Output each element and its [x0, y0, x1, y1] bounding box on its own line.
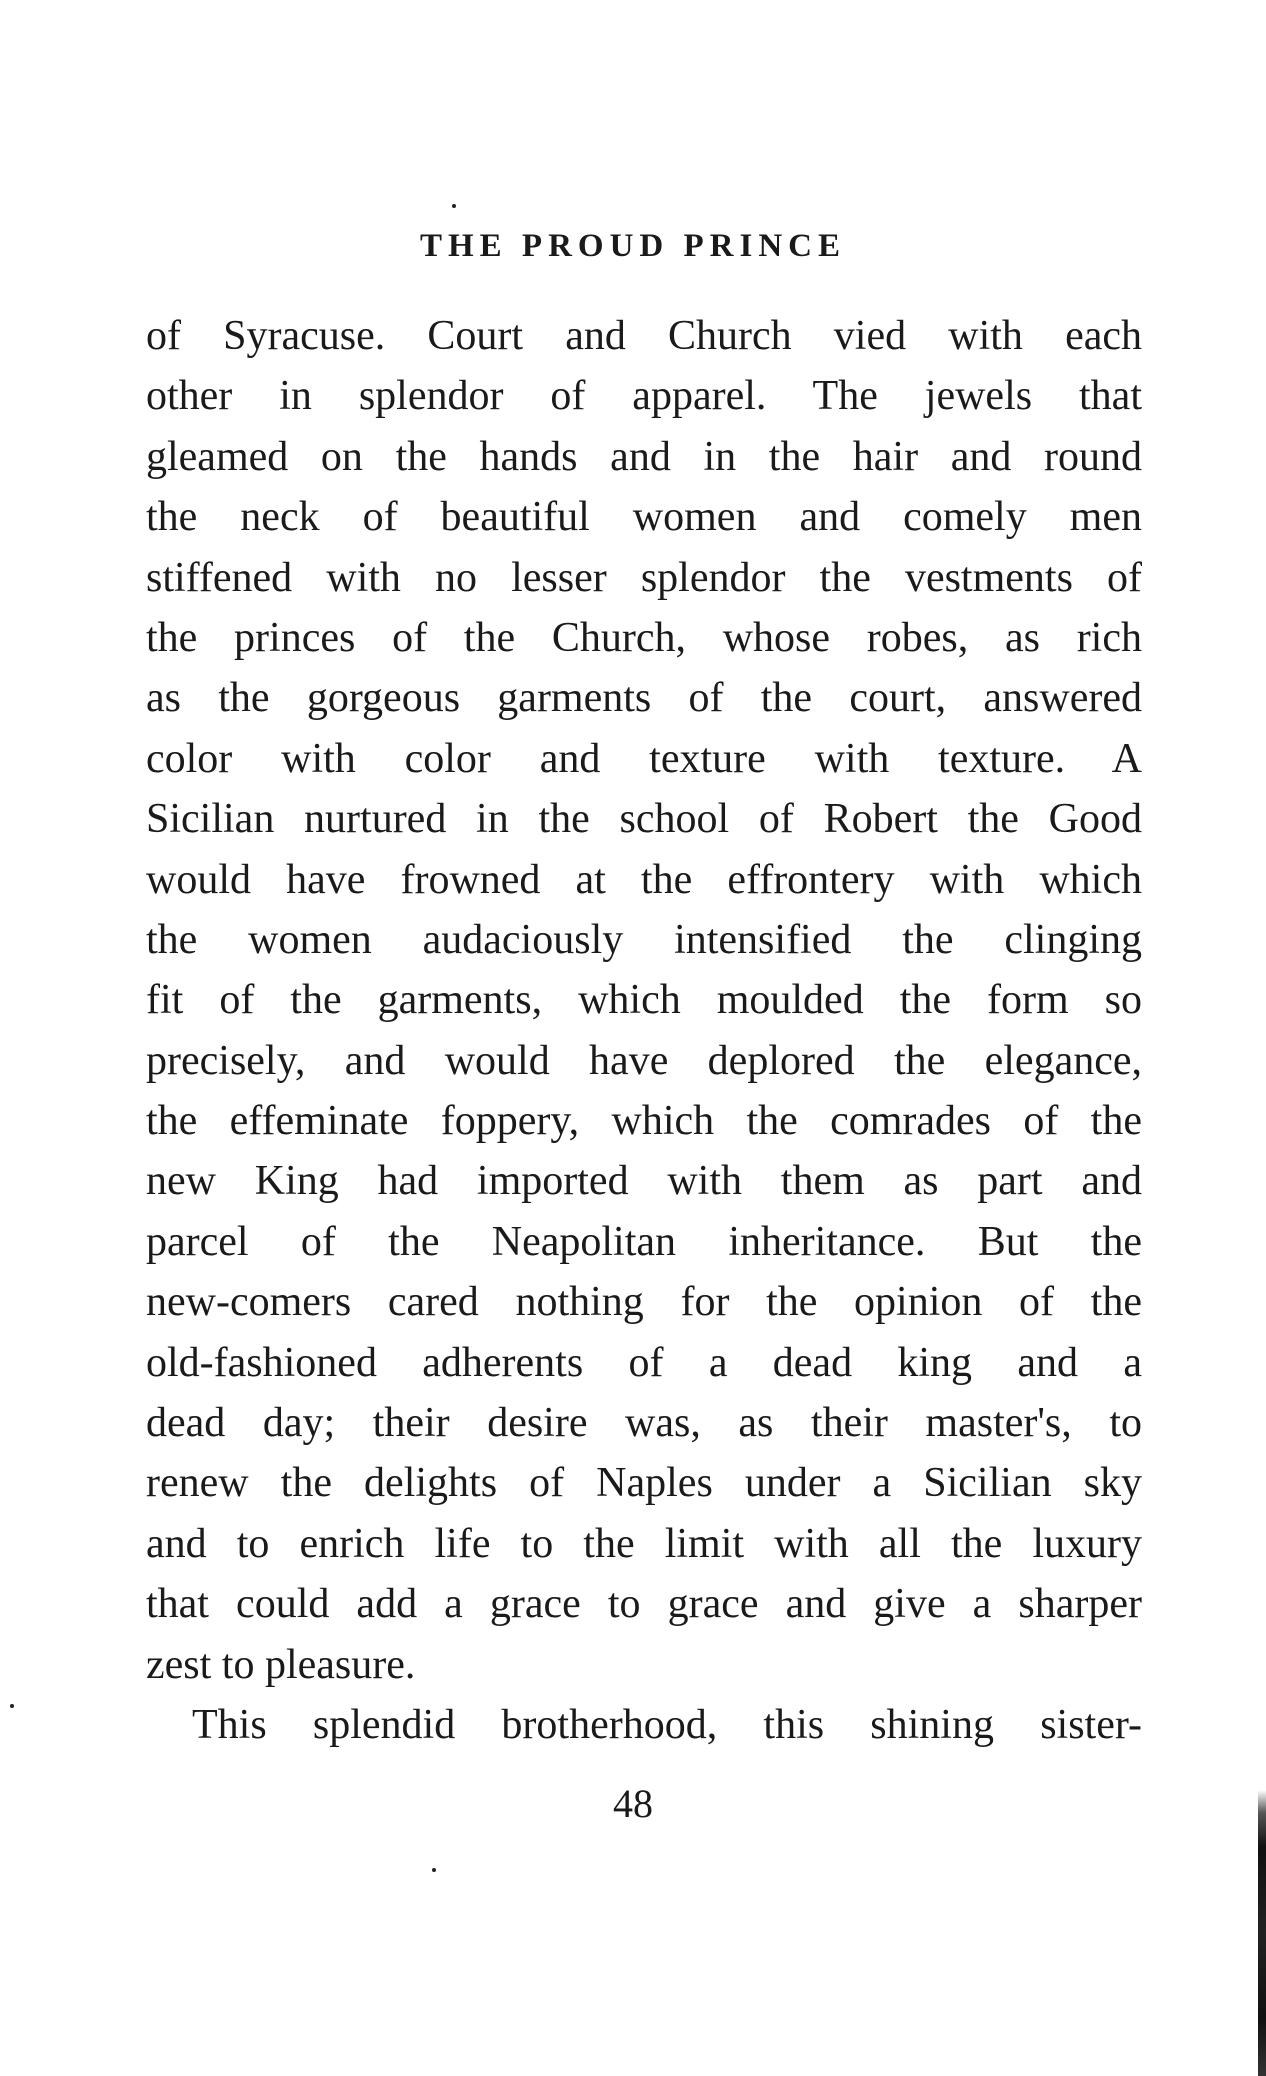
text-line: parcel of the Neapolitan inheritance. But the [146, 1218, 1142, 1265]
text-line: other in splendor of apparel. The jewels that [146, 373, 1142, 420]
text-line: gleamed on the hands and in the hair and round [146, 433, 1142, 480]
text-line: the effeminate foppery, which the comrades of the [146, 1098, 1142, 1145]
text-line: and to enrich life to the limit with all the luxury [146, 1520, 1142, 1567]
text-line: stiffened with no lesser splendor the vestments of [146, 554, 1142, 601]
text-line: as the gorgeous garments of the court, answered [146, 675, 1142, 722]
text-line: old-fashioned adherents of a dead king and a [146, 1339, 1142, 1386]
ink-speck [432, 1868, 436, 1872]
text-line: fit of the garments, which moulded the form so [146, 977, 1142, 1024]
text-line: the women audaciously intensified the clinging [146, 916, 1142, 963]
text-line: Sicilian nurtured in the school of Robert the Good [146, 796, 1142, 843]
text-line: precisely, and would have deplored the elegance, [146, 1037, 1142, 1084]
text-line: new King had imported with them as part and [146, 1158, 1142, 1205]
text-line: of Syracuse. Court and Church vied with each [146, 313, 1142, 359]
text-line: the neck of beautiful women and comely men [146, 494, 1142, 541]
text-line: dead day; their desire was, as their master's, to [146, 1400, 1142, 1447]
ink-speck [452, 204, 456, 208]
text-line: color with color and texture with texture. A [146, 735, 1142, 782]
text-line: renew the delights of Naples under a Sicilian sky [146, 1460, 1142, 1507]
running-head: THE PROUD PRINCE [419, 228, 847, 264]
paragraph [146, 1695, 1142, 1755]
text-line: This splendid brotherhood, this shining sister- [192, 1701, 1142, 1748]
paragraph [146, 306, 1142, 1695]
text-line: new-comers cared nothing for the opinion of the [146, 1279, 1142, 1326]
text-line: that could add a grace to grace and give a sharper [146, 1581, 1142, 1628]
body-text [146, 306, 1142, 1755]
page-number: 48 [613, 1781, 653, 1826]
page-edge-shadow [1258, 1790, 1266, 2076]
text-line: zest to pleasure. [146, 1641, 416, 1688]
ink-speck [10, 1704, 14, 1708]
text-line: would have frowned at the effrontery with which [146, 856, 1142, 903]
text-line: the princes of the Church, whose robes, as rich [146, 614, 1142, 661]
